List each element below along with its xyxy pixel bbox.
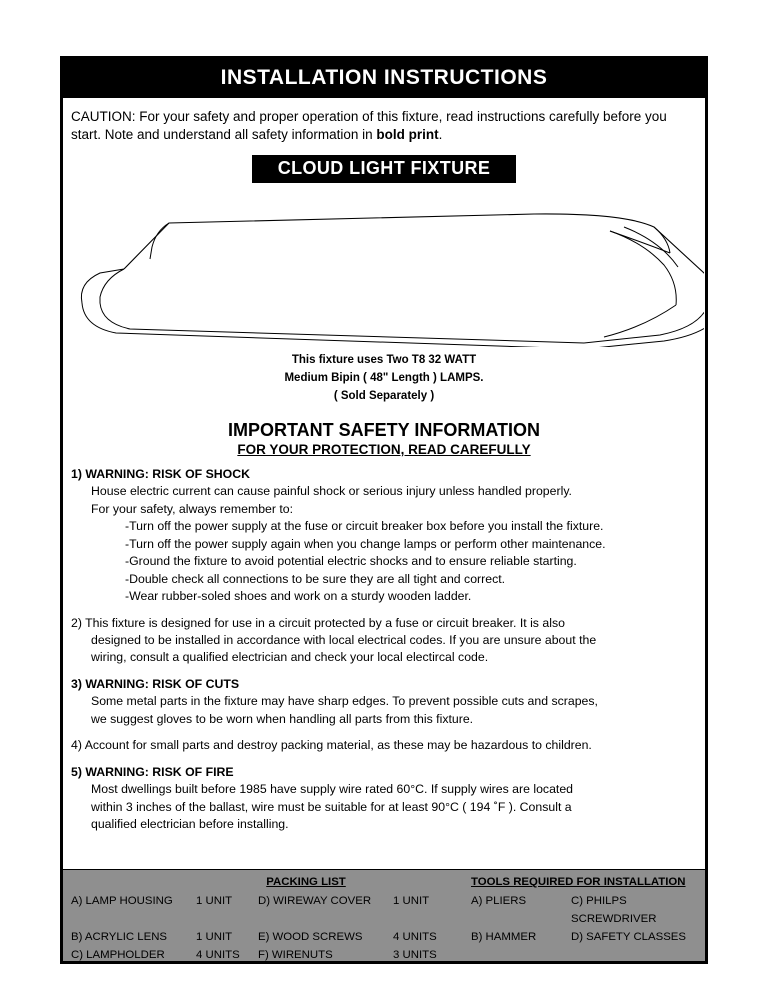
safety-item-2-number: 2) [71, 615, 82, 630]
part-c-qty: 4 UNITS [196, 949, 240, 962]
cloud-light-fixture-drawing [64, 187, 704, 347]
safety-item-4-line-1 [71, 737, 697, 754]
safety-item-5-line-1: Most dwellings built before 1985 have supply wire rated 60°C. If supply wires are located [91, 782, 574, 797]
part-d-qty: 1 UNIT [393, 895, 430, 907]
safety-item-5-heading [71, 764, 697, 781]
safety-item-1-bullet-4: -Double check all connections to be sure they are all tight and correct. [125, 571, 506, 586]
packing-list-headers [71, 876, 697, 888]
safety-subheading: FOR YOUR PROTECTION, READ CAREFULLY [237, 441, 531, 457]
lamp-note-line-1: This fixture uses Two T8 32 WATT [291, 354, 477, 367]
tool-d-name: D) SAFETY CLASSES [571, 931, 686, 944]
part-b-name: B) ACRYLIC LENS [71, 931, 168, 944]
safety-item-3-title: WARNING: RISK OF CUTS [85, 676, 240, 691]
part-f-qty: 3 UNITS [393, 949, 437, 962]
page-title: INSTALLATION INSTRUCTIONS [63, 59, 705, 98]
tool-a-name: A) PLIERS [471, 895, 527, 907]
safety-item-1-bullet-2: -Turn off the power supply again when you change lamps or perform other maintenance. [125, 536, 606, 551]
instruction-sheet [60, 56, 708, 964]
lamp-note-line-3: ( Sold Separately ) [333, 390, 435, 403]
caution-text-1: For your safety and proper operation of this fixture, read instructions carefully before you start. Note and understand all safety information in [71, 109, 667, 143]
safety-item-5-title: WARNING: RISK OF FIRE [85, 764, 234, 779]
table-row [71, 946, 697, 964]
packing-list-heading: PACKING LIST [266, 876, 346, 888]
part-b-qty: 1 UNIT [196, 931, 233, 944]
table-row [71, 892, 697, 928]
safety-item-5 [71, 764, 697, 834]
safety-item-5-line-2: within 3 inches of the ballast, wire must be suitable for at least 90°C ( 194 ˚F ). Consult a [91, 799, 572, 814]
safety-item-1-title: WARNING: RISK OF SHOCK [85, 466, 250, 481]
safety-item-1-number: 1) [71, 466, 82, 481]
fixture-illustration [63, 187, 705, 352]
caution-paragraph [63, 98, 705, 144]
safety-items [63, 466, 705, 834]
lamp-note-line-2: Medium Bipin ( 48" Length ) LAMPS. [284, 372, 484, 385]
part-d-name: D) WIREWAY COVER [258, 895, 372, 907]
safety-item-4 [71, 737, 697, 754]
packing-list-section [63, 869, 705, 961]
safety-item-1 [71, 466, 697, 606]
safety-item-4-text-1: Account for small parts and destroy packing material, as these may be hazardous to children. [84, 738, 592, 753]
safety-item-2-line-3: wiring, consult a qualified electrician and check your local electircal code. [91, 650, 489, 665]
fixture-title: CLOUD LIGHT FIXTURE [252, 155, 517, 183]
part-e-name: E) WOOD SCREWS [258, 931, 363, 944]
part-f-name: F) WIRENUTS [258, 949, 333, 962]
tools-required-heading: TOOLS REQUIRED FOR INSTALLATION [471, 876, 686, 888]
safety-item-1-bullet-5: -Wear rubber-soled shoes and work on a sturdy wooden ladder. [125, 589, 472, 604]
safety-item-3-heading [71, 676, 697, 693]
safety-item-3-line-2: we suggest gloves to be worn when handling all parts from this fixture. [91, 711, 474, 726]
safety-heading: IMPORTANT SAFETY INFORMATION [228, 419, 540, 440]
tool-empty-1 [471, 946, 571, 964]
safety-item-2-line-1 [71, 615, 697, 632]
safety-item-5-line-3: qualified electrician before installing. [91, 817, 289, 832]
safety-item-5-number: 5) [71, 764, 82, 779]
fixture-title-wrap [63, 155, 705, 183]
caution-bold-text: bold print [376, 127, 439, 143]
lamp-note [63, 352, 705, 405]
safety-item-1-bullet-3: -Ground the fixture to avoid potential electric shocks and to ensure reliable starting. [125, 554, 577, 569]
safety-item-1-line-1: House electric current can cause painful shock or serious injury unless handled properly. [91, 484, 572, 499]
safety-item-1-line-2: For your safety, always remember to: [91, 501, 294, 516]
safety-item-3 [71, 676, 697, 728]
part-a-name: A) LAMP HOUSING [71, 895, 173, 907]
part-a-qty: 1 UNIT [196, 895, 233, 907]
safety-item-3-number: 3) [71, 676, 82, 691]
caution-label: CAUTION: [71, 109, 136, 124]
safety-item-2-text-1: This fixture is designed for use in a circuit protected by a fuse or circuit breaker. It is also [85, 615, 565, 630]
part-c-name: C) LAMPHOLDER [71, 949, 165, 962]
safety-item-1-bullet-1: -Turn off the power supply at the fuse or circuit breaker box before you install the fixture. [125, 519, 604, 534]
tool-empty-2 [571, 946, 697, 964]
part-e-qty: 4 UNITS [393, 931, 437, 944]
safety-item-2 [71, 615, 697, 667]
tool-c-name: C) PHILPS SCREWDRIVER [571, 895, 657, 926]
safety-item-3-line-1: Some metal parts in the fixture may have sharp edges. To prevent possible cuts and scrapes, [91, 694, 598, 709]
safety-item-4-number: 4) [71, 738, 82, 753]
safety-item-2-line-2: designed to be installed in accordance with local electrical codes. If you are unsure about the [91, 632, 597, 647]
table-row [71, 928, 697, 946]
caution-text-2: . [438, 127, 443, 143]
tool-b-name: B) HAMMER [471, 931, 537, 944]
safety-item-1-heading [71, 466, 697, 483]
